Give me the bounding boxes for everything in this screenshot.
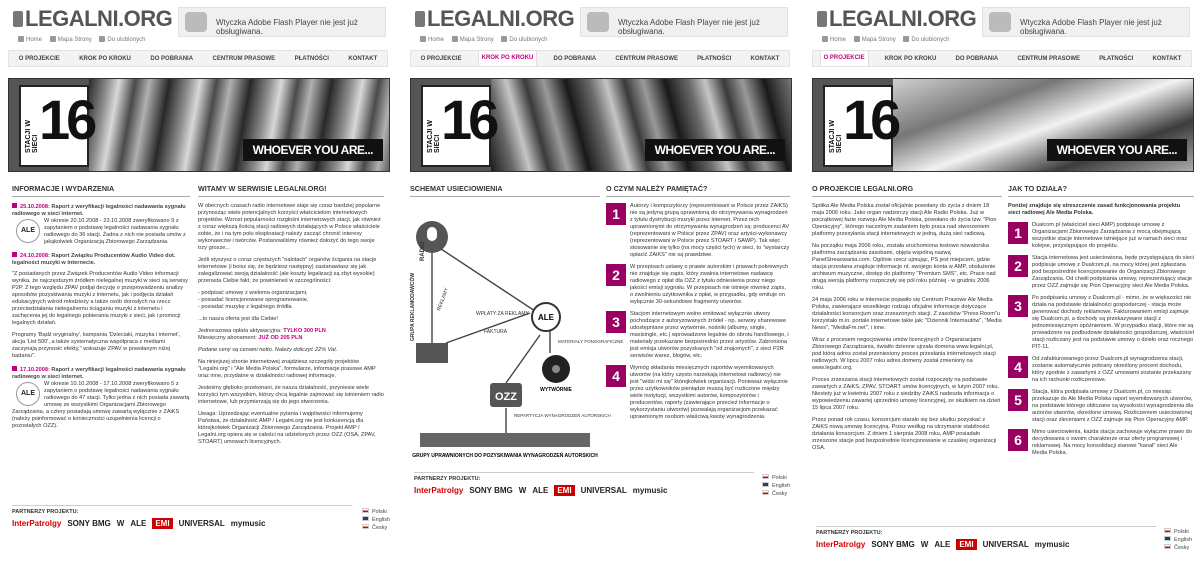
about-column: O PROJEKCIE LEGALNI.ORG Spółka Ale Media Polska został oficjalnie powołany do życia z dniem 18 maja 2006 roku. Jako organ nadzorczy stacji Ale Radio Polska. Już w początkowej fazie rozwoju Ale Media Polska, powołano do życia tzw. "Pion Operacyjny", którego naczelnym zadaniem było praca nad stworzeniem platformy przesyłania stacji internetowych w jedną, dużą sieć radiową. Na początku maja 2006 roku, została uruchomiona testowo nowatorska platforma zarządzania zasobami, objęta wspólną nazwą PanelStreaowania.com. Ogólnie rzecz ujmując, PS jest miejscem, gdzie stacja przesłana znajduje informacje nt. swojego konta w AMP, obsłużenie archiwum muzyczne, dostęp do platformy "Premium SMS", etc. Prace nad drugą wersją platformy rozpoczęły się pół roku później - w grudniu 2006 roku. 24 maja 2006 roku w internecie pojawiło się Centrum Prasowe Ale Media Polska, zawierające wszelkiego rodzaju oficjalne informacje dotyczące działalności konsorcjum oraz zrzeszonych stacji. Z zasobów "Press Room"u korzystało m.in. portale internetowe takie jak: "Dziennik Internautów", "Media News", "MediaFm.net", i inne. Wraz z procesem negocjowania umów licencyjnych z Organizacjami Zbiorowego Zarządzania, światło dzienne ujrzała domena www.legalni.pl, pod którą adres został przeniesiony proces przesłania internetowych stacji radiowych. W lipcu 2007 roku adres domeny został zmieniony na www.legalni.org. Proces zrzeszania stacji internetowych został rozpoczęty na podstawie zawartych z ZAiKS, ZPAV, STOART umów licencyjnych, w lutym 2007 roku. Niestety już w kwietniu 2007 roku z siedziby ZAiKS nadeszła informacja o wypowiedzeniu zawartej uprzednio umowy licencyjnej, ze skutkiem na dzień 15 lipca 2007 roku. Przez ponad rok czasu, konsorcjum starało się bez skutku pozyskać z ZAiKS nową umowę licencyjną. Przez według na utrzymanie stabilności działania konsorcjum. Z dniem 1 sierpnia 2008 roku, AMP posiadało zrzeszone stacje pod bezpośrednie licencjonowanie w czaskiej organizacji OSA. bbox=[812, 184, 1002, 451]
banner-badge: STACJI W SIECI 16 bbox=[421, 85, 491, 167]
breadcrumb-home[interactable]: Home bbox=[420, 37, 444, 43]
puzzle-icon bbox=[185, 12, 207, 32]
partner-logo[interactable]: InterPatrolgy bbox=[816, 540, 866, 549]
banner-badge: STACJI W SIECI 16 bbox=[823, 85, 893, 167]
nav-platnosci[interactable]: PŁATNOŚCI bbox=[697, 55, 732, 62]
site-logo[interactable]: LEGALNI.ORG bbox=[415, 6, 574, 32]
partners-bar: PARTNERZY PROJEKTU: InterPatrolgy SONY BMG W ALE EMI UNIVERSAL mymusic bbox=[12, 505, 352, 541]
home-icon bbox=[18, 36, 24, 42]
page-2 bbox=[402, 0, 797, 564]
diagram-label: MATERIAŁY FONOGRAFICZNE bbox=[558, 339, 624, 344]
step-item: 3 Stacjom internetowym wolno emitować wyłącznie utwory pochodzące z autoryzowanych źródeł - np. serwisy sharewowe udostępniane przez wytwórnie, nośniki (albumy, single, maxisingle, etc.) wprowadzone legalnie do obrotu handlowego, i materiały przekazane bezpośrednio przez artystów. Zabroniona jest emisja utworów pozyskanych "od znajomych", z sieci P2R serwisów warez, blogów, etc. bbox=[606, 311, 790, 360]
partner-logo[interactable]: EMI bbox=[152, 518, 172, 529]
partner-logo[interactable]: W bbox=[116, 519, 125, 528]
favorites-icon bbox=[903, 36, 909, 42]
logo-icon bbox=[415, 11, 425, 27]
partner-logo[interactable]: EMI bbox=[956, 539, 976, 550]
activation-price: TYLKO 300 PLN bbox=[283, 328, 326, 334]
remember-column bbox=[606, 184, 790, 464]
ale-logo: ALE bbox=[16, 382, 40, 406]
welcome-heading: WITAMY W SERWISIE LEGALNI.ORG! bbox=[198, 184, 384, 197]
main-nav bbox=[812, 50, 1192, 67]
breadcrumb bbox=[18, 36, 151, 43]
breadcrumb bbox=[822, 36, 955, 43]
diagram-label: WPŁATY ZA REKLAMY bbox=[476, 311, 529, 317]
diagram-label: REPARTYCJA WYNAGRODZEŃ AUTORSKICH bbox=[514, 413, 611, 418]
step-item: 1 Autorzy i kompozytorzy (reprezentowani w Polsce przez ZAiKS) nie są jedyną grupą uprawnioną do otrzymywania wynagrodzeń z tytułu dystrybucji muzyki przez internet. Przez nich uprawnionymi do otrzymywania wynagrodzeń są: producenci AV (reprezentowani w Polsce przez ZPAV) oraz artyści-wykonawcy (reprezentowani w Polsce przez STOART i SAWP). Tak więc stosowanie się tylko (na mocy części tych) w sieci, to "wystarczy opłacić ZAiKS" nie są prawdziwe. bbox=[606, 203, 790, 259]
partner-logo[interactable]: mymusic bbox=[632, 486, 668, 495]
welcome-column: WITAMY W SERWISIE LEGALNI.ORG! W obecnych czasach radio internetowe staje się coraz bardziej popularne przynosząc wiele potencjalnych korzyści właścicielom internetowych projektów. Wzrost popularności rozgłośni internetowych stacji, jak również z coraz większą ilością stacji radiowych działających w Polsce właściciele sobie, że i na tym polu eksploatacji należy zacząć chronić interesy wykonawców i twórców. Postanowiliśmy również dołożyć do tego swoje trzy grosze... Jeśli styszysz o coraz częstszych "nalotach" organów ścigania na stacje internetowe (i boisz się, że będziesz następny) zastanawiasz się jak zalegalizować swoją działalność (ale koszty legalizacji są zbyt wysokie) przerasta Ciebie fakt, że powinieneś w szczególności: - podpisać umowę z wieloma organizacjami, - posiadać licencjonowane oprogramowanie, - posiadać muzykę z legalnego źródła ...to nasza oferta jest dla Ciebie! Jednorazowa opłata aktywacyjna: TYLKO 300 PLN Miesięczny abonament: JUŻ OD 205 PLN Podane ceny są cenami netto. Należy doliczyć 22% Vat. Na niniejszej stronie internetowej znajdziesz szczegóły projektów "Legalni.org" i "Ale Media Polska", formularze, informacje prasowe AMP oraz inne, przydatne w działalności radiowej informacje. Jesteśmy głęboko przekonani, że nasza działalność, przyniesie wiele korzyści tym wszystkim, którzy chcą legalnie zajmować się istnieniem radio internetowe, lub przymierzają się do jego stworzenia. Uwaga: Uprzedzając eventualne pytania i wątpliwości informujemy Państwa, że działalność AMP / Legalni.org nie jest konkurencją dla którejkolwiek Organizacji Zbiorowego Zarządzania. Projekt AMP / Legalni.org opiera się w całości na udzielonych przez OZZ (OSA, ZPAV, STOART) umowach licencyjnych. bbox=[198, 184, 384, 445]
calendar-icon bbox=[12, 366, 17, 371]
nav-do-pobrania[interactable]: DO POBRANIA bbox=[955, 55, 999, 62]
news-item: 17.10.2008: Raport z weryfikacji legalności nadawania sygnału radiowego w sieci internet. ALE W okresie 10.10.2008 - 17.10.2008 zweryfikowano 5 z zapytaniem o podstawę legalności nadawania sygnału radiowego do 47 stacji. Tylko jedna z nich posiada zawartą umowę ze wszystkimi Organizacjami Zbiorowego Zarządzania, a cztery posiadają umowę zawartą wyłącznie z ZAiKS (należy poinformować o konieczności uzupełnienia licencji o pozostałych OZZ). bbox=[12, 367, 190, 429]
flash-notice: Wtyczka Adobe Flash Player nie jest już obsługiwana. bbox=[982, 7, 1190, 37]
nav-o-projekcie[interactable]: O PROJEKCIE bbox=[18, 55, 60, 62]
language-switcher bbox=[1164, 528, 1192, 552]
nav-platnosci[interactable]: PŁATNOŚCI bbox=[294, 55, 329, 62]
nav-do-pobrania[interactable]: DO POBRANIA bbox=[553, 55, 597, 62]
puzzle-icon bbox=[587, 12, 609, 32]
breadcrumb-sitemap[interactable]: Mapa Strony bbox=[452, 37, 494, 43]
breadcrumb-favorites[interactable]: Do ulubionych bbox=[501, 37, 547, 43]
lang-english[interactable]: English bbox=[1164, 536, 1192, 544]
diagram-label: OZZ bbox=[495, 391, 517, 403]
banner-badge: STACJI W SIECI 16 bbox=[19, 85, 89, 167]
breadcrumb-favorites[interactable]: Do ulubionych bbox=[903, 37, 949, 43]
banner bbox=[8, 78, 390, 172]
sitemap-icon bbox=[452, 36, 458, 42]
calendar-icon bbox=[12, 252, 17, 257]
scheme-column bbox=[410, 184, 624, 464]
partner-logo[interactable]: SONY BMG bbox=[469, 486, 513, 495]
diagram-label: GRUPA REKLAMODAWCÓW bbox=[410, 272, 416, 341]
news-link[interactable]: Raport z weryfikacji legalności nadawania sygnału radiowego w sieci internet. bbox=[12, 204, 186, 217]
banner bbox=[812, 78, 1194, 172]
partner-logo[interactable]: UNIVERSAL bbox=[982, 540, 1029, 549]
news-item: 24.10.2008: Raport Związku Producentów Audio Video dot. legalności muzyki w internecie. "Z posiadanych przez Związek Producentów Audio Video informacji wynika, że najczęstszym źródłem nielegalnej muzyki w sieci są serwisy P2P. Z tego względu ZPAV podjął decyzję o przeprowadzeniu analizy sposobów pozyskiwania muzyki z internetu, jak i podjęcia działań edukacyjnych wśród młodzieży a także osób dorosłych na rzecz przeciwdziałania nielegalnemu ściąganiu muzyki z internetu i zachęcenia jej do legalnego pobierania muzyki z sieci, jak i promocji legalnych działań. Programy 'Bądź oryginalny', kampania 'Dzieciaki, muzyka i internet', akcja 'List 500', a także systematyczna współpraca z mediami zaczynają przynosić efekty," wskazuje ZPAV w powołanym niżej badaniu". bbox=[12, 253, 188, 359]
remember-heading: O CZYM NALEŻY PAMIĘTAĆ? bbox=[606, 184, 790, 197]
breadcrumb-sitemap[interactable]: Mapa Strony bbox=[50, 37, 92, 43]
lang-cesky[interactable]: Česky bbox=[1164, 544, 1192, 552]
banner-slogan: WHOEVER YOU ARE... bbox=[1047, 139, 1187, 161]
breadcrumb bbox=[420, 36, 553, 43]
banner-slogan: WHOEVER YOU ARE... bbox=[645, 139, 785, 161]
sitemap-icon bbox=[50, 36, 56, 42]
partners-bar: PARTNERZY PROJEKTU: InterPatrolgy SONY BMG W ALE EMI UNIVERSAL mymusic bbox=[816, 526, 1156, 562]
nav-centrum-prasowe[interactable]: CENTRUM PRASOWE bbox=[212, 55, 276, 62]
partner-logo[interactable]: SONY BMG bbox=[67, 519, 111, 528]
partner-logo[interactable]: UNIVERSAL bbox=[178, 519, 225, 528]
step-item: 3 Po podpisaniu umowy z Dualcom.pl - mimo, że w większości nie działa na podstawie działalności gospodarczej - stacja może generować dochody reklamowe. Fakturowaniem emisji zajmuje się Dualcom.pl, a dochody są przekazywane stacji z jednomiesięcznym opóźnieniem. W przypadku stacji, które nie są prowadzone na podbudowie działalności gospodarczej, właściciel stacji rozliczany jest na podstawie umowy o dzieło oraz rocznego PIT-11. bbox=[1008, 295, 1194, 351]
step-item: 2 W przepisach ustawy o prawie autorskim i prawach pokrewnych nie znajduje się zapis, który zwalnia internetowe nadawcę radiowego z opłat dla OZZ z tytułu odniesienia przez niego jakości emisji sygnału. W przepisach nie istnieje również zapis, o zwolnieniu użytkownika z opłat, w przypadku, gdy emituje on wyłącznie 30-sekundowe fragmenty utworów. bbox=[606, 264, 790, 306]
lang-polski[interactable]: Polski bbox=[1164, 528, 1192, 536]
diagram-label: WYTWÓRNIE bbox=[540, 387, 572, 393]
about-heading: O PROJEKCIE LEGALNI.ORG bbox=[812, 184, 1002, 197]
nav-krok-po-kroku[interactable]: KROK PO KROKU bbox=[884, 55, 937, 62]
language-switcher bbox=[762, 474, 790, 498]
network-diagram bbox=[410, 203, 624, 465]
partner-logo[interactable]: UNIVERSAL bbox=[580, 486, 627, 495]
site-logo[interactable]: LEGALNI.ORG bbox=[817, 6, 976, 32]
news-heading: INFORMACJE I WYDARZENIA bbox=[12, 184, 190, 197]
partner-logo[interactable]: InterPatrolgy bbox=[414, 486, 464, 495]
news-item: 25.10.2008: Raport z weryfikacji legalności nadawania sygnału radiowego w sieci internet. ALE W okresie 20.10.2008 - 23.10.2008 zweryfikowano 9 z zapytaniem o podstawę legalności nadawania sygnału radiowego do 36 stacji. Żadna z nich nie posiada umów z jakąkolwiek Organizacją Zbiorowego Zarządzania. bbox=[12, 204, 186, 245]
flash-notice: Wtyczka Adobe Flash Player nie jest już obsługiwana. bbox=[580, 7, 788, 37]
nav-krok-po-kroku[interactable]: KROK PO KROKU bbox=[79, 55, 131, 62]
breadcrumb-home[interactable]: Home bbox=[18, 37, 42, 43]
main-nav bbox=[410, 50, 790, 67]
nav-centrum-prasowe[interactable]: CENTRUM PRASOWE bbox=[615, 55, 679, 62]
nav-centrum-prasowe[interactable]: CENTRUM PRASOWE bbox=[1017, 55, 1081, 62]
nav-o-projekcie[interactable]: O PROJEKCIE bbox=[820, 51, 869, 66]
news-column bbox=[12, 184, 190, 506]
language-switcher bbox=[362, 508, 390, 532]
step-item: 1 Dualcom.pl (właściciel sieci AMP) podpisuje umowę z Organizacjami Zbiorowego Zarządzania z mocą obejmującą wszystkie stacje internetowe istniejące już w ramach sieci oraz kolejne, przystępujące do projektu. bbox=[1008, 222, 1194, 250]
breadcrumb-sitemap[interactable]: Mapa Strony bbox=[854, 37, 896, 43]
lang-cesky[interactable]: Česky bbox=[362, 524, 390, 532]
partner-logo[interactable]: ALE bbox=[130, 519, 147, 528]
how-heading: JAK TO DZIAŁA? bbox=[1008, 184, 1194, 197]
lang-english[interactable]: English bbox=[362, 516, 390, 524]
partner-logo[interactable]: EMI bbox=[554, 485, 574, 496]
home-icon bbox=[822, 36, 828, 42]
logo-icon bbox=[13, 11, 23, 27]
diagram-label: REKLAMY bbox=[436, 287, 451, 312]
step-item: 5 Stacja, która podpisała umowę z Dualcom.pl, co miesiąc przekazuje do Ale Media Polska raport wyemitowanych utworów, na podstawie którego obliczane są wysokości wynagrodzenia dla autorów utworów, określone umową. Rozliczeniem usieciowionej stacji oraz zleceniami z OZZ zajmuje się Pion Operacyjny AMP. bbox=[1008, 389, 1194, 424]
step-item: 4 Wymóg składania miesięcznych raportów wyemitowanych utworów (na który często narzekają internetowi radiowcy) nie jest "widzi mi się" którejkolwiek organizacji. Ponieważ wyłącznie przez użytkowników pieniądze muszą być rozliczone między wiele instytucji, wszystkimi autorów, kompozytorów i producentów, raporty (zawierające przecież informacje o wykorzystaniu utworów) pozwalają organizacjom przekazać uprawnionym osobom właściwą kwotę wynagrodzenia. bbox=[606, 365, 790, 421]
diagram-label: RADIO bbox=[420, 241, 426, 261]
nav-do-pobrania[interactable]: DO POBRANIA bbox=[150, 55, 194, 62]
audience-icon bbox=[416, 343, 448, 363]
diagram-label: ALE bbox=[538, 313, 554, 322]
lang-english[interactable]: English bbox=[762, 482, 790, 490]
nav-kontakt[interactable]: KONTAKT bbox=[1152, 55, 1182, 62]
diagram-label: GRUPY UPRAWNIONYCH DO POZYSKIWANIA WYNAGRODZEŃ AUTORSKICH bbox=[412, 453, 598, 459]
partner-logo[interactable]: W bbox=[518, 486, 527, 495]
site-logo[interactable]: LEGALNI.ORG bbox=[13, 6, 172, 32]
how-column: JAK TO DZIAŁA? Poniżej znajduje się streszczenie zasad funkcjonowania projektu sieci radiowej Ale Media Polska. 1 Dualcom.pl (właściciel sieci AMP) podpisuje umowę z Organizacjami Zbiorowego Zarządzania z mocą obejmującą wszystkie stacje internetowe istniejące już w ramach sieci oraz kolejne, przystępujące do projektu. 2 Stacja internetowa jest usieciowiona, będę przystępującą do sieci podpisuje umowę z Dualcom.pl, na mocy której jest zgłaszana pod bezpośrednie licencjonowanie do Organizacji Zbiorowego Zarządzania. Od chwili podpisania umowy, reprezentujący stacje przez OZZ zajmuje się Pion Operacyjny sieci Ale Media Polska. 3 Po podpisaniu umowy z Dualcom.pl - mimo, że w większości nie działa na podstawie działalności gospodarczej - stacja może generować dochody reklamowe. Fakturowaniem emisji zajmuje się Dualcom.pl, a dochody są przekazywane stacji z jednomiesięcznym opóźnieniem. W przypadku stacji, które nie są prowadzone na podbudowie działalności gospodarczej, właściciel stacji rozliczany jest na podstawie umowy o dzieło oraz rocznego PIT-11. 4 Od zafakturowanego przez Dualcom.pl wynagrodzenia stacji, zostanie automatycznie pobrany określony procent dochodu, który zgodnie z zawartymi z OZZ umowami zostanie przekazany na ich rachunki rozliczeniowe. 5 Stacja, która podpisała umowę z Dualcom.pl, co miesiąc przekazuje do Ale Media Polska raport wyemitowanych utworów, na podstawie którego obliczane są wysokości wynagrodzenia dla autorów utworów, określone umową. Rozliczeniem usieciowionej stacji oraz zleceniami z OZZ zajmuje się Pion Operacyjny AMP. 6 Mimo usieciowienia, każda stacja zachowuje wyłączne prawo do decydowania o swoim charakterze oraz oferty programowej i reklamowej. Na mocy konsolidacji stanowi "kanał" sieci Ale Media Polska. bbox=[1008, 184, 1195, 456]
nav-platnosci[interactable]: PŁATNOŚCI bbox=[1099, 55, 1134, 62]
nav-kontakt[interactable]: KONTAKT bbox=[750, 55, 780, 62]
lang-polski[interactable]: Polski bbox=[362, 508, 390, 516]
nav-o-projekcie[interactable]: O PROJEKCIE bbox=[420, 55, 462, 62]
calendar-icon bbox=[12, 203, 17, 208]
partner-logo[interactable]: mymusic bbox=[230, 519, 266, 528]
favorites-icon bbox=[99, 36, 105, 42]
partner-logo[interactable]: mymusic bbox=[1034, 540, 1070, 549]
partner-logo[interactable]: InterPatrolgy bbox=[12, 519, 62, 528]
partner-logo[interactable]: W bbox=[920, 540, 929, 549]
favorites-icon bbox=[501, 36, 507, 42]
ale-logo: ALE bbox=[16, 219, 40, 243]
step-item: 6 Mimo usieciowienia, każda stacja zachowuje wyłączne prawo do decydowania o swoim charakterze oraz oferty programowej i reklamowej. Na mocy konsolidacji stanowi "kanał" sieci Ale Media Polska. bbox=[1008, 429, 1194, 457]
breadcrumb-home[interactable]: Home bbox=[822, 37, 846, 43]
news-link[interactable]: Raport Związku Producentów Audio Video dot. legalności muzyki w internecie. bbox=[12, 253, 176, 266]
partners-bar: PARTNERZY PROJEKTU: InterPatrolgy SONY BMG W ALE EMI UNIVERSAL mymusic bbox=[414, 472, 754, 508]
step-item: 2 Stacja internetowa jest usieciowiona, będę przystępującą do sieci podpisuje umowę z Dualcom.pl, na mocy której jest zgłaszana pod bezpośrednie licencjonowanie do Organizacji Zbiorowego Zarządzania. Od chwili podpisania umowy, reprezentujący stacje przez OZZ zajmuje się Pion Operacyjny sieci Ale Media Polska. bbox=[1008, 255, 1194, 290]
main-nav bbox=[8, 50, 388, 67]
sitemap-icon bbox=[854, 36, 860, 42]
lang-polski[interactable]: Polski bbox=[762, 474, 790, 482]
partner-logo[interactable]: ALE bbox=[532, 486, 549, 495]
news-link[interactable]: Raport z weryfikacji legalności nadawania sygnału radiowego w sieci internet. bbox=[12, 367, 186, 380]
step-item: 4 Od zafakturowanego przez Dualcom.pl wynagrodzenia stacji, zostanie automatycznie pobrany określony procent dochodu, który zgodnie z zawartymi z OZZ umowami zostanie przekazany na ich rachunki rozliczeniowe. bbox=[1008, 356, 1194, 384]
lang-cesky[interactable]: Česky bbox=[762, 490, 790, 498]
crowd-icon bbox=[420, 433, 590, 447]
page-3 bbox=[804, 0, 1200, 564]
home-icon bbox=[420, 36, 426, 42]
nav-krok-po-kroku[interactable]: KROK PO KROKU bbox=[478, 51, 538, 66]
nav-kontakt[interactable]: KONTAKT bbox=[348, 55, 378, 62]
breadcrumb-favorites[interactable]: Do ulubionych bbox=[99, 37, 145, 43]
partner-logo[interactable]: SONY BMG bbox=[871, 540, 915, 549]
partner-logo[interactable]: ALE bbox=[934, 540, 951, 549]
diagram-label: FAKTURA bbox=[484, 329, 508, 335]
page-1 bbox=[0, 0, 395, 564]
banner-slogan: WHOEVER YOU ARE... bbox=[243, 139, 383, 161]
flash-notice: Wtyczka Adobe Flash Player nie jest już obsługiwana. bbox=[178, 7, 386, 37]
monthly-price: JUŻ OD 205 PLN bbox=[258, 335, 303, 341]
scheme-heading: SCHEMAT USIECIOWIENIA bbox=[410, 184, 600, 197]
puzzle-icon bbox=[989, 12, 1011, 32]
banner bbox=[410, 78, 792, 172]
logo-icon bbox=[817, 11, 827, 27]
